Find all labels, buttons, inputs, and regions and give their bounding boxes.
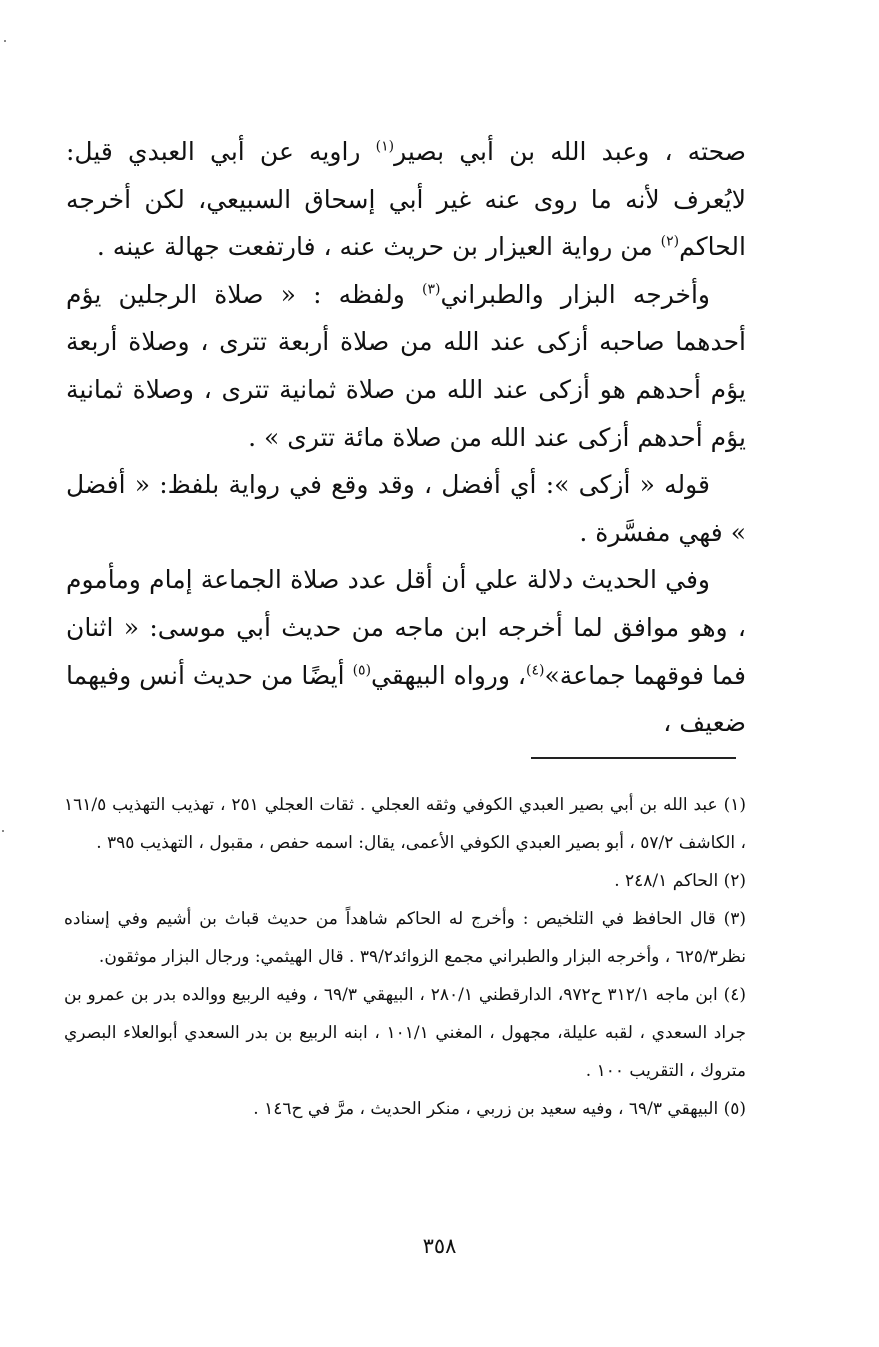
footnote-text: ابن ماجه ٣١٢/١ ح٩٧٢، الدارقطني ٢٨٠/١ ، البيهقي ٦٩/٣ ، وفيه الربيع ووالده بدر بن عمرو بن جراد السعدي ، لقبه عليلة، مجهول ، المغني ١٠١/١ ، ابنه الربيع بن بدر السعدي أبوالعلاء البصري متروك ، التقريب ١٠٠ . [64,985,746,1081]
scan-speck [4,40,6,42]
footnote-2 [64,862,746,900]
footnote-3 [64,900,746,976]
footnote-ref-3[interactable]: (٣) [422,281,441,298]
footnote-number: (٢) [723,871,746,891]
footnote-1 [64,786,746,862]
footnote-text: الحاكم ٢٤٨/١ . [614,871,724,891]
footnote-text: قال الحافظ في التلخيص : وأخرج له الحاكم شاهداً من حديث قباث بن أشيم وفي إسناده نظر٦٢٥/٣ ، وأخرجه البزار والطبراني مجمع الزوائد٣٩/٢ . قال الهيثمي: ورجال البزار موثقون. [64,909,746,967]
paragraph-4: وفي الحديث دلالة علي أن أقل عدد صلاة الجماعة إمام ومأموم ، وهو موافق لما أخرجه ابن ماجه من حديث أبي موسى: « اثنان فما فوقهما جماعة»$^{(٤)}$، ورواه البيهقي$^{(٥)}$ أيضًا من حديث أنس وفيهما ضعيف ، [66,565,746,738]
paragraph-3: قوله « أزكى »: أي أفضل ، وقد وقع في رواية بلفظ: « أفضل » فهي مفسَّرة . [66,470,746,547]
footnote-ref-1[interactable]: (١) [375,138,395,155]
footnote-ref-5[interactable]: (٥) [352,662,372,679]
footnote-text: عبد الله بن أبي بصير العبدي الكوفي وثقه العجلي . ثقات العجلي ٢٥١ ، تهذيب التهذيب ١٦١/٥ ، الكاشف ٥٧/٢ ، أبو بصير العبدي الكوفي الأعمى، يقال: اسمه حفص ، مقبول ، التهذيب ٣٩٥ . [64,795,746,853]
footnote-number: (١) [723,795,747,815]
footnote-ref-2[interactable]: (٢) [660,233,680,250]
page-number: ٣٥٨ [422,1234,457,1258]
footnote-number: (٤) [723,985,746,1005]
footnote-divider [531,757,736,759]
paragraph-2: وأخرجه البزار والطبراني$^{(٣)}$ ولفظه : « صلاة الرجلين يؤم أحدهما صاحبه أزكى عند الله من صلاة أربعة تترى ، وصلاة أربعة يؤم أحدهم هو أزكى عند الله من صلاة ثمانية تترى ، وصلاة ثمانية يؤم أحدهم أزكى عند الله من صلاة مائة تترى » . [66,279,746,452]
footnote-ref-4[interactable]: (٤) [525,662,545,679]
main-text-body [66,128,746,747]
footnote-4 [64,976,746,1090]
paragraph-1: صحته ، وعبد الله بن أبي بصير$^{(١)}$ راويه عن أبي العبدي قيل: لايُعرف لأنه ما روى عنه غير أبي إسحاق السبيعي، لكن أخرجه الحاكم$^{(٢)}$ من رواية العيزار بن حريث عنه ، فارتفعت جهالة عينه . [66,137,746,262]
footnote-5 [64,1090,746,1128]
footnote-text: البيهقي ٦٩/٣ ، وفيه سعيد بن زربي ، منكر الحديث ، مرَّ في ح١٤٦ . [253,1099,724,1119]
footnote-number: (٥) [723,1099,746,1119]
footnotes-section [64,786,746,1128]
scan-speck [2,830,4,832]
footnote-number: (٣) [723,909,746,929]
